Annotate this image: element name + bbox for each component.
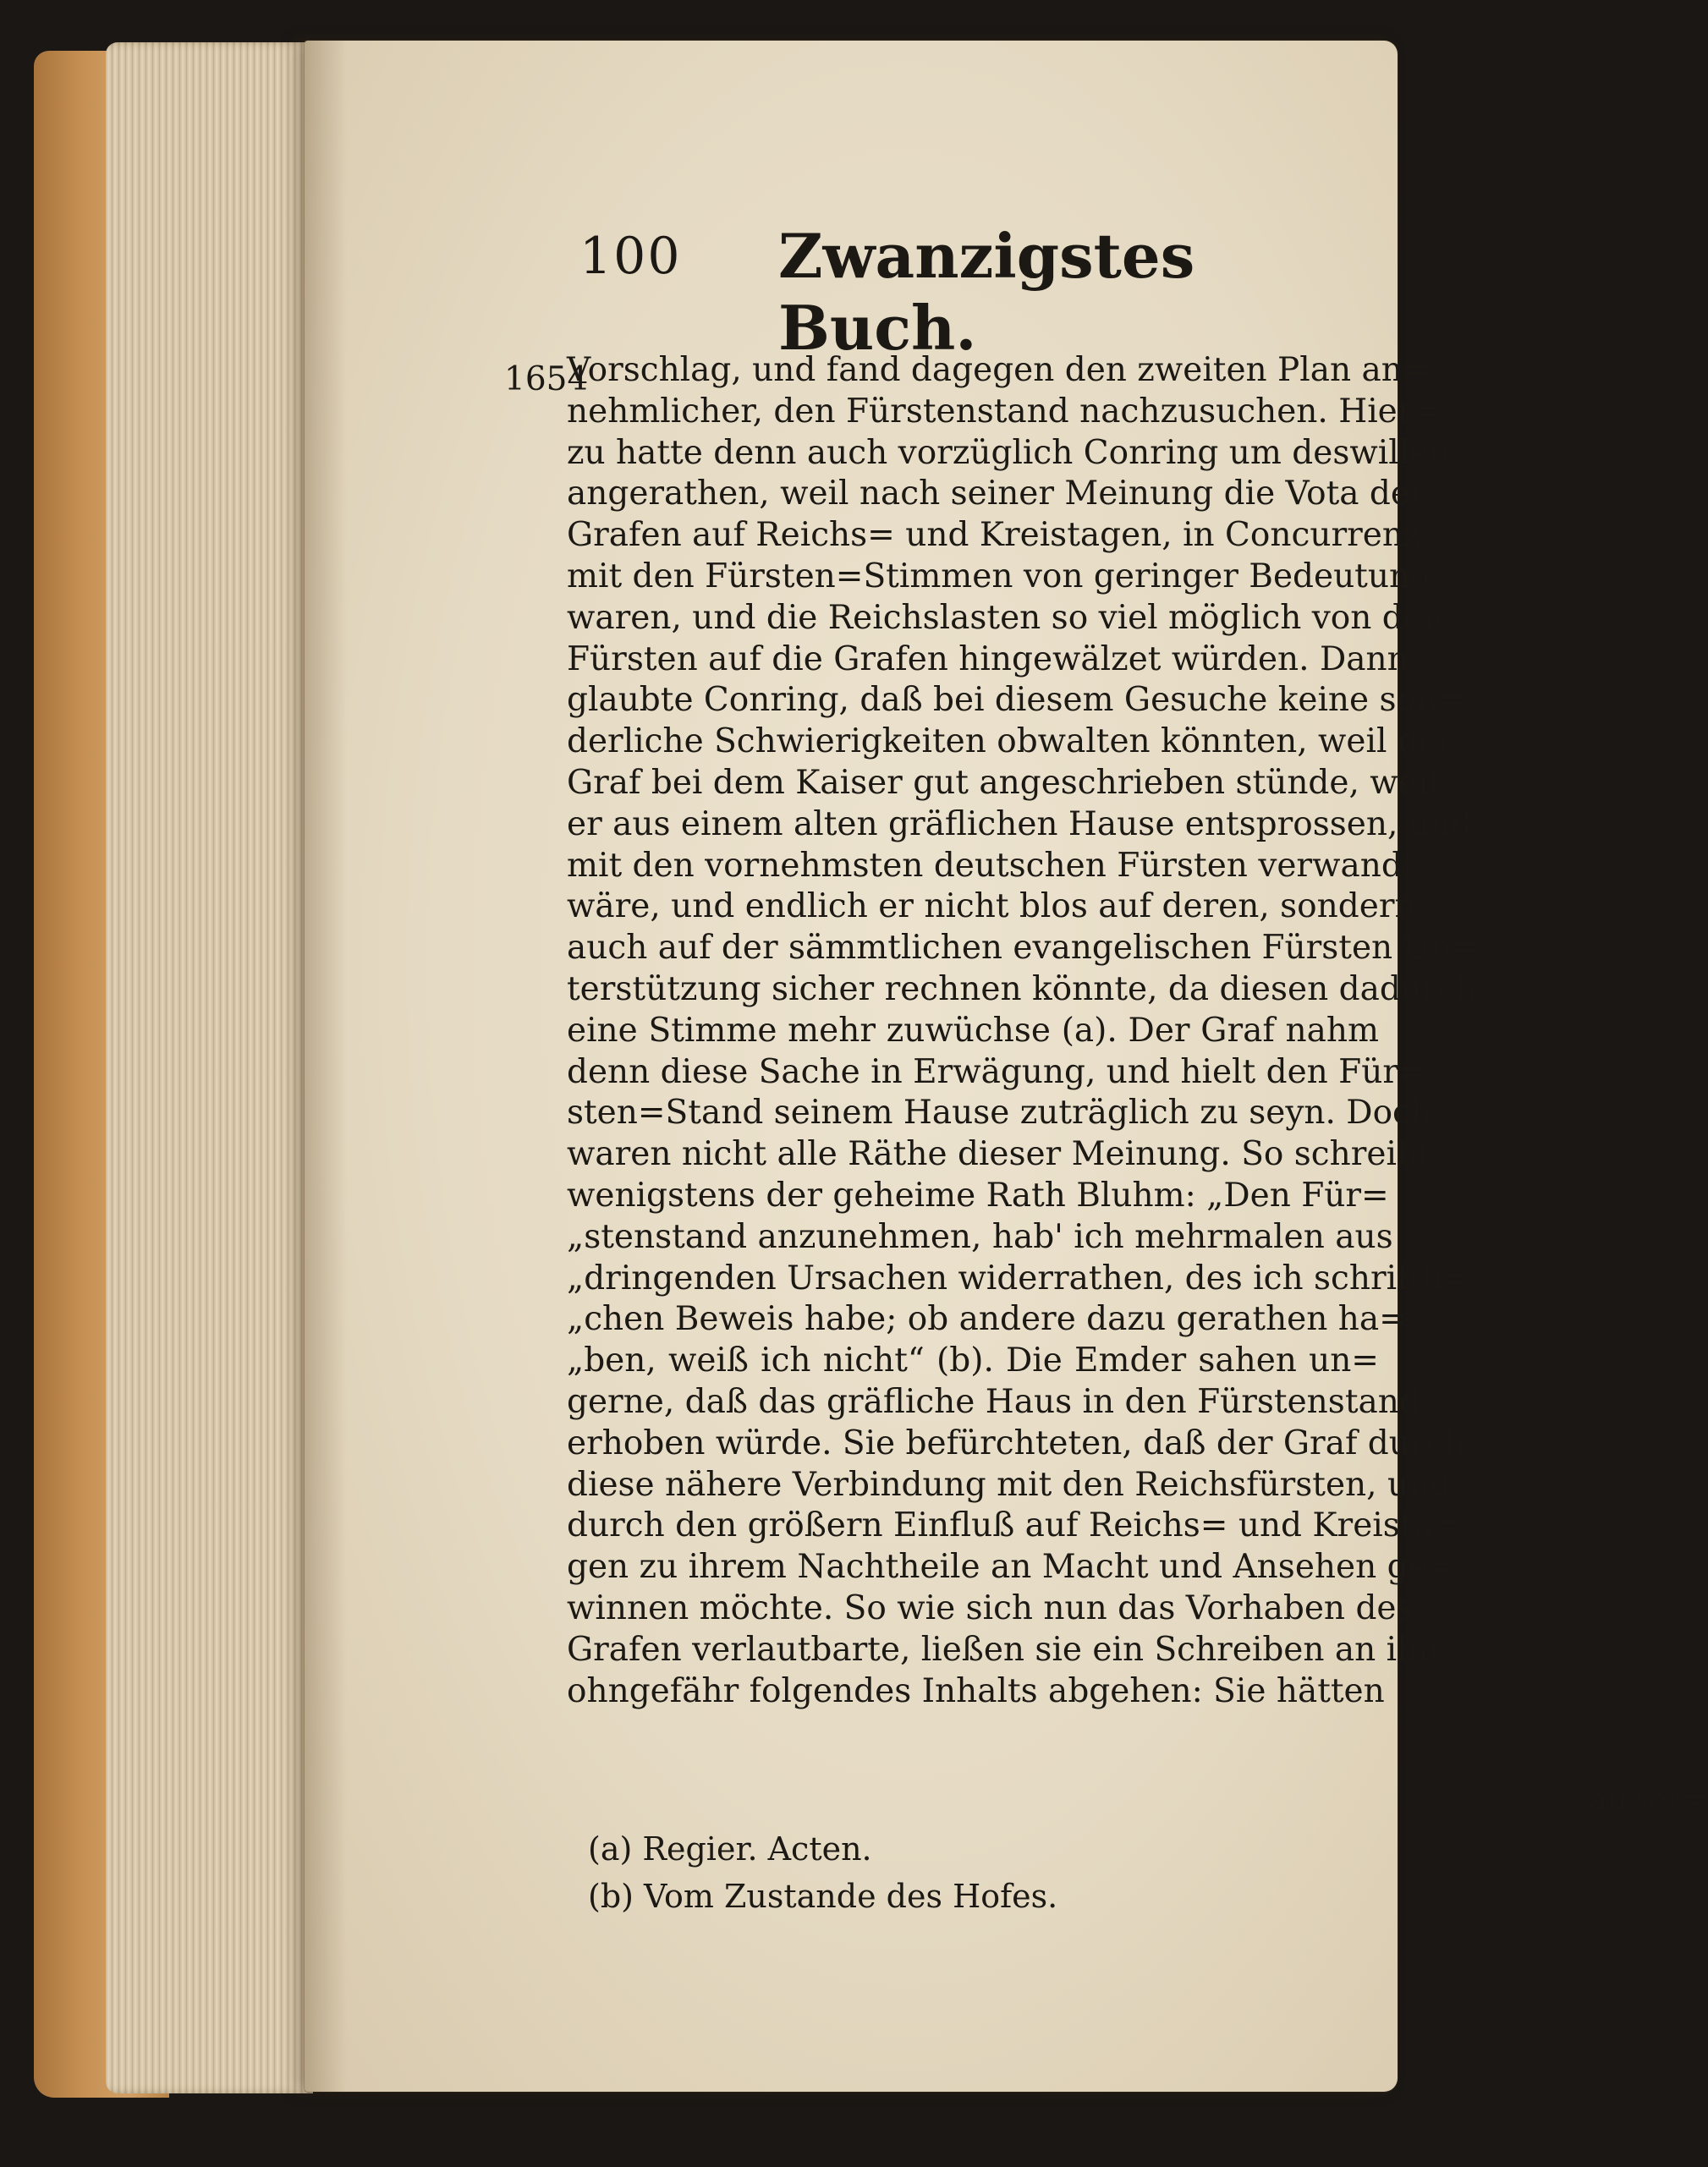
text-line: er aus einem alten gräflichen Hause entsprossen, und xyxy=(567,804,1472,843)
running-head: Zwanzigstes Buch. xyxy=(778,220,1195,364)
text-line: zu hatte denn auch vorzüglich Conring um deswillen xyxy=(567,433,1451,472)
body-text xyxy=(567,350,1480,1712)
text-line: mit den vornehmsten deutschen Fürsten verwandt xyxy=(567,846,1416,885)
text-line: „chen Beweis habe; ob andere dazu gerathen ha= xyxy=(567,1300,1407,1339)
text-line: „dringenden Ursachen widerrathen, des ich schriftli= xyxy=(567,1259,1471,1297)
page-number: 100 xyxy=(579,227,682,286)
page-edges xyxy=(106,42,313,2093)
text-line: winnen möchte. So wie sich nun das Vorhaben des xyxy=(567,1588,1414,1627)
text-line: waren nicht alle Räthe dieser Meinung. So schreibt xyxy=(567,1135,1431,1174)
text-line: wenigstens der geheime Rath Bluhm: „Den Für= xyxy=(567,1176,1389,1215)
text-line: sten=Stand seinem Hause zuträglich zu seyn. Doch xyxy=(567,1094,1433,1133)
text-line: auch auf der sämmtlichen evangelischen Fürsten Un= xyxy=(567,929,1480,968)
text-line: Graf bei dem Kaiser gut angeschrieben stünde, weil xyxy=(567,763,1439,802)
text-line: Vorschlag, und fand dagegen den zweiten Plan an= xyxy=(567,351,1431,389)
footnote-a: (a) Regier. Acten. xyxy=(588,1830,872,1868)
text-line: waren, und die Reichslasten so viel möglich von den xyxy=(567,598,1444,637)
text-line: derliche Schwierigkeiten obwalten könnten, weil der xyxy=(567,722,1454,761)
margin-year: 1654 xyxy=(504,360,589,398)
text-line: eine Stimme mehr zuwüchse (a). Der Graf nahm xyxy=(567,1011,1379,1050)
text-line: mit den Fürsten=Stimmen von geringer Bedeutung xyxy=(567,557,1432,595)
text-line: ohngefähr folgendes Inhalts abgehen: Sie hätten xyxy=(567,1671,1385,1710)
text-line: angerathen, weil nach seiner Meinung die Vota der xyxy=(567,475,1426,513)
text-line: erhoben würde. Sie befürchteten, daß der Graf durch xyxy=(567,1424,1466,1462)
text-line: Grafen auf Reichs= und Kreistagen, in Concurrenz xyxy=(567,516,1421,555)
text-line: „stenstand anzunehmen, hab' ich mehrmalen aus xyxy=(567,1217,1393,1256)
footnotes xyxy=(588,1825,1057,1920)
footnote-b: (b) Vom Zustande des Hofes. xyxy=(588,1878,1058,1915)
text-line: denn diese Sache in Erwägung, und hielt den Für= xyxy=(567,1052,1426,1091)
text-line: wäre, und endlich er nicht blos auf deren, sondern xyxy=(567,887,1416,926)
text-line: „ben, weiß ich nicht“ (b). Die Emder sahen un= xyxy=(567,1341,1379,1380)
text-line: durch den größern Einfluß auf Reichs= und Kreista= xyxy=(567,1506,1461,1545)
text-line: Grafen verlautbarte, ließen sie ein Schreiben an ihn xyxy=(567,1630,1440,1669)
text-line: glaubte Conring, daß bei diesem Gesuche keine son= xyxy=(567,681,1465,720)
text-line: gerne, daß das gräfliche Haus in den Fürstenstand xyxy=(567,1382,1420,1421)
book-page xyxy=(305,41,1708,2092)
text-line: gen zu ihrem Nachtheile an Macht und Ansehen ge= xyxy=(567,1548,1456,1587)
text-line: terstützung sicher rechnen könnte, da diesen dadurch xyxy=(567,969,1478,1008)
text-line: diese nähere Verbindung mit den Reichsfürsten, und xyxy=(567,1465,1452,1504)
catchword: äußer= xyxy=(1589,1781,1708,1818)
page-gutter-shadow xyxy=(305,41,347,2092)
text-line: nehmlicher, den Fürstenstand nachzusuchen. Hier= xyxy=(567,392,1442,431)
page-header xyxy=(305,220,1398,364)
text-line: Fürsten auf die Grafen hingewälzet würden. Dann xyxy=(567,639,1409,678)
